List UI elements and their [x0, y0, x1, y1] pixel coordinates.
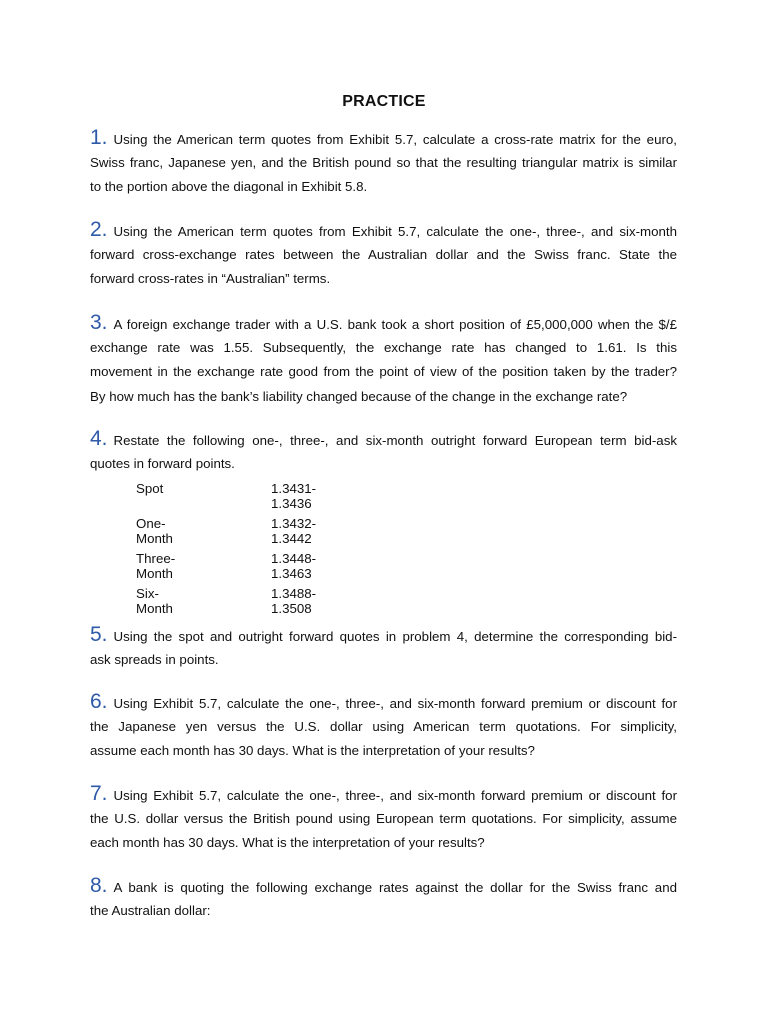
- question-2: [90, 218, 677, 292]
- question-2-line-2: forward cross-exchange rates between the Australian dollar and the Swiss franc. State the: [90, 246, 677, 262]
- page-title: PRACTICE: [342, 93, 426, 110]
- question-6-line-2: the Japanese yen versus the U.S. dollar using American term quotations. For simplicity,: [90, 718, 677, 734]
- question-3-line-3: movement in the exchange rate good from the point of view of the position taken by the trader?: [90, 364, 677, 379]
- question-7-line-1: 7. Using Exhibit 5.7, calculate the one-, three-, and six-month forward premium or discount for: [90, 782, 677, 805]
- question-4: [90, 427, 677, 476]
- question-1-line-1: 1. Using the American term quotes from Exhibit 5.7, calculate a cross-rate matrix for the euro,: [90, 126, 677, 149]
- question-5-line-2: ask spreads in points.: [90, 651, 219, 667]
- quote-value: 1.3448-1.3463: [271, 551, 317, 581]
- question-3: [90, 311, 677, 409]
- question-1-line-3: to the portion above the diagonal in Exhibit 5.8.: [90, 179, 368, 194]
- question-3-number: 3.: [90, 311, 108, 334]
- question-7-number: 7.: [90, 782, 108, 805]
- question-4-number: 4.: [90, 427, 108, 450]
- question-6-line-1: 6. Using Exhibit 5.7, calculate the one-, three-, and six-month forward premium or discount for: [90, 690, 677, 713]
- question-2-line-3: forward cross-rates in “Australian” terms.: [90, 271, 331, 286]
- quote-label: One-Month: [136, 516, 173, 546]
- question-6-number: 6.: [90, 690, 108, 713]
- question-4-line-2: quotes in forward points.: [90, 455, 235, 471]
- quote-value: 1.3431-1.3436: [271, 481, 317, 511]
- question-3-line-2: exchange rate was 1.55. Subsequently, the exchange rate has changed to 1.61. Is this: [90, 339, 677, 355]
- question-1-line-2: Swiss franc, Japanese yen, and the British pound so that the resulting triangular matrix is similar: [90, 154, 677, 170]
- question-5-line-1: 5. Using the spot and outright forward quotes in problem 4, determine the corresponding bid-: [90, 623, 677, 646]
- quote-label: Spot: [136, 481, 164, 496]
- question-3-line-1: 3. A foreign exchange trader with a U.S. bank took a short position of £5,000,000 when the $/£: [90, 311, 677, 334]
- question-5-number: 5.: [90, 623, 108, 646]
- question-8-line-1: 8. A bank is quoting the following exchange rates against the dollar for the Swiss franc and: [90, 874, 677, 897]
- question-6: [90, 690, 677, 764]
- question-8-number: 8.: [90, 874, 108, 897]
- question-7-line-2: the U.S. dollar versus the British pound using European term quotations. For simplicity, assume: [90, 810, 677, 826]
- question-5: [90, 623, 677, 672]
- question-1: [90, 126, 677, 200]
- question-1-number: 1.: [90, 126, 108, 149]
- question-8-line-2: the Australian dollar:: [90, 902, 211, 918]
- question-3-line-4: By how much has the bank’s liability changed because of the change in the exchange rate?: [90, 388, 628, 404]
- question-2-line-1: 2. Using the American term quotes from Exhibit 5.7, calculate the one-, three-, and six-month: [90, 218, 677, 241]
- question-6-line-3: assume each month has 30 days. What is the interpretation of your results?: [90, 743, 535, 758]
- quote-value: 1.3488-1.3508: [271, 586, 317, 616]
- question-2-number: 2.: [90, 218, 108, 241]
- question-7-line-3: each month has 30 days. What is the interpretation of your results?: [90, 835, 485, 850]
- quote-value: 1.3432-1.3442: [271, 516, 317, 546]
- question-4-line-1: 4. Restate the following one-, three-, and six-month outright forward European term bid-ask: [90, 427, 677, 450]
- question-7: [90, 782, 677, 856]
- quote-label: Three-Month: [136, 551, 176, 581]
- quote-label: Six-Month: [136, 586, 173, 616]
- question-8: [90, 874, 677, 923]
